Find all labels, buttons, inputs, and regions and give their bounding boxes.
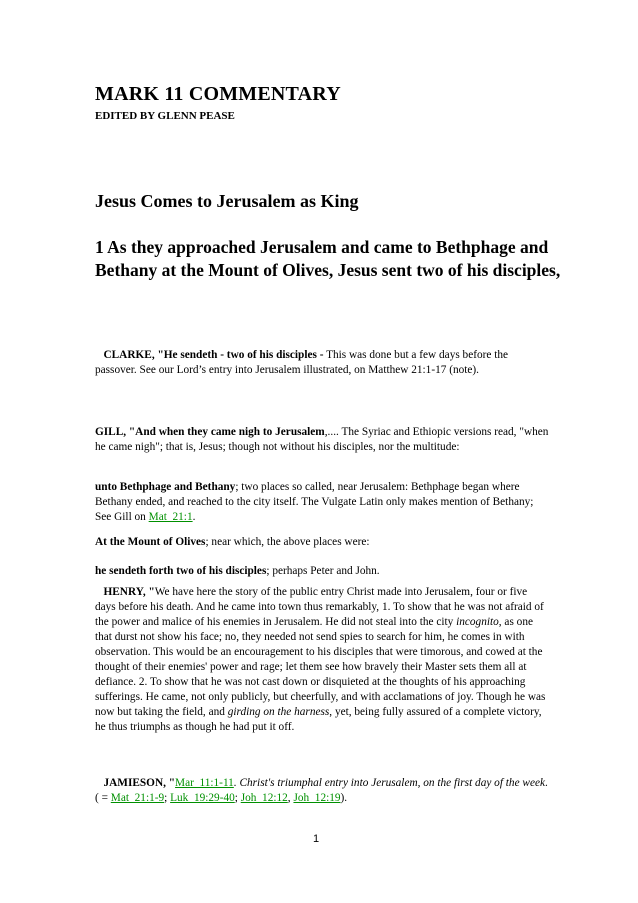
henry-text-1: We have here the story of the public entry Christ made into Jerusalem, four or five days before his death. And he came into town thus remarkably, 1. To show that he was not afraid of the power and malice of his enemies in Jerusalem. He did not steal into the city bbox=[95, 586, 544, 628]
jamieson-italic: . Christ's triumphal entry into Jerusalem, on the first day of the week bbox=[233, 777, 545, 789]
verse-text: 1 As they approached Jerusalem and came to Bethphage and Bethany at the Mount of Olives, Jesus sent two of his disciples, bbox=[95, 237, 561, 280]
scripture-link[interactable]: Joh_12:19 bbox=[293, 792, 341, 804]
clarke-lead: CLARKE, "He sendeth - two of his disciples - bbox=[103, 349, 324, 361]
bethphage-text: ; two places so called, near Jerusalem: Bethphage began where Bethany ended, and reached to the city itself. The Vulgate Latin only makes mention of Bethany; See Gill on bbox=[95, 481, 534, 523]
henry-lead: HENRY, " bbox=[103, 586, 155, 598]
document-subtitle: EDITED BY GLENN PEASE bbox=[95, 110, 235, 122]
separator: ; bbox=[164, 792, 171, 804]
jamieson-paragraph bbox=[95, 776, 550, 806]
section-heading: Jesus Comes to Jerusalem as King bbox=[95, 191, 359, 211]
henry-italic-1: incognito bbox=[456, 616, 499, 628]
gill-lead: GILL, "And when they came nigh to Jerusalem bbox=[95, 426, 325, 438]
gill-paragraph bbox=[95, 425, 550, 455]
henry-paragraph bbox=[95, 585, 550, 735]
henry-text-3: , yet, being fully assured of a complete victory, he thus triumphs as though he had put it off. bbox=[95, 706, 542, 733]
henry-italic-2: girding on the harness bbox=[227, 706, 330, 718]
sendeth-lead: he sendeth forth two of his disciples bbox=[95, 565, 267, 577]
scripture-link[interactable]: Mat_21:1 bbox=[148, 511, 193, 523]
separator: ; bbox=[234, 792, 241, 804]
bethphage-lead: unto Bethphage and Bethany bbox=[95, 481, 236, 493]
mount-paragraph bbox=[95, 535, 550, 550]
henry-text-2: , as one that durst not show his face; no, they needed not send spies to search for him, he comes in with observation. This would be an encouragement to his disciples that were timorous, and cowed at the thought of their enemies' power and rage; let them see how bravely their Master sets them all at defiance. 2. To show that he was not cast down or disquieted at the thoughts of his approaching sufferings. He came, not only publicly, but cheerfully, and with acclamations of joy. Though he was now but taking the field, and bbox=[95, 616, 546, 718]
jamieson-eq: . ( = bbox=[95, 777, 548, 804]
closing-text: ). bbox=[340, 792, 348, 804]
scripture-link[interactable]: Mat_21:1-9 bbox=[110, 792, 165, 804]
bethphage-paragraph bbox=[95, 480, 550, 525]
jamieson-lead: JAMIESON, " bbox=[103, 777, 176, 789]
separator: , bbox=[287, 792, 294, 804]
gill-text: ,.... The Syriac and Ethiopic versions read, "when he came nigh"; that is, Jesus; though not without his disciples, nor the multitude: bbox=[95, 426, 549, 453]
sendeth-paragraph bbox=[95, 564, 550, 579]
bethphage-end: . bbox=[192, 511, 196, 523]
clarke-text: This was done but a few days before the passover. See our Lord’s entry into Jerusalem illustrated, on Matthew 21:1-17 (note). bbox=[95, 349, 509, 376]
mount-lead: At the Mount of Olives bbox=[95, 536, 206, 548]
clarke-paragraph bbox=[95, 348, 550, 378]
document-title: MARK 11 COMMENTARY bbox=[95, 83, 341, 105]
scripture-link[interactable]: Luk_19:29-40 bbox=[170, 792, 235, 804]
mount-text: ; near which, the above places were: bbox=[205, 536, 370, 548]
scripture-link[interactable]: Joh_12:12 bbox=[240, 792, 288, 804]
page-number: 1 bbox=[313, 833, 320, 845]
scripture-link[interactable]: Mar_11:1-11 bbox=[175, 777, 234, 789]
sendeth-text: ; perhaps Peter and John. bbox=[266, 565, 380, 577]
